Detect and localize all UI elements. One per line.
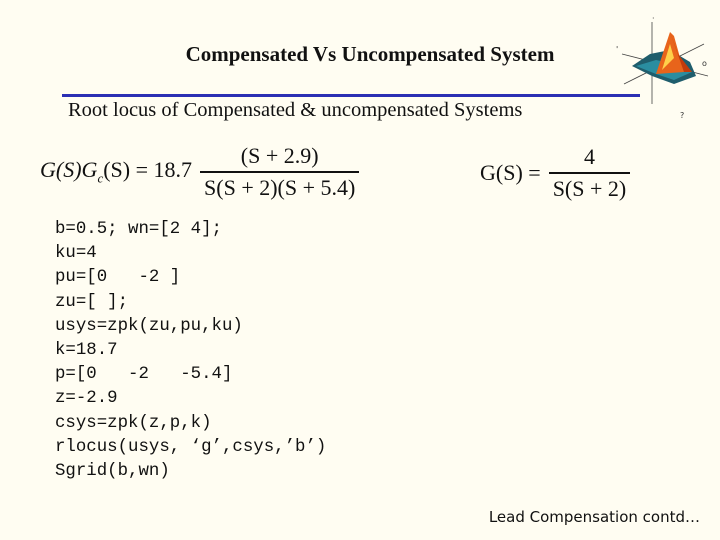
uncompensated-numerator: 4 — [583, 144, 595, 169]
code-line: k=18.7 — [55, 341, 118, 361]
code-line: b=0.5; wn=[2 4]; — [55, 220, 222, 239]
code-line: rlocus(usys, ‘g’,csys,’b’) — [55, 437, 327, 457]
compensated-transfer-function — [40, 143, 359, 201]
compensated-lhs-tail: (S) = 18.7 — [103, 157, 193, 183]
compensated-numerator: (S + 2.9) — [240, 143, 319, 168]
code-line: p=[0 -2 -5.4] — [55, 365, 233, 385]
compensated-lhs-sub: c — [97, 170, 104, 186]
code-line: zu=[ ]; — [55, 292, 129, 312]
title-divider — [62, 94, 640, 97]
compensated-denominator: S(S + 2)(S + 5.4) — [204, 174, 356, 200]
matlab-logo-icon — [612, 14, 716, 124]
code-line: Sgrid(b,wn) — [55, 462, 170, 482]
slide-footer: Lead Compensation contd… — [488, 508, 700, 526]
svg-text:·: · — [652, 14, 655, 23]
uncompensated-denominator: S(S + 2) — [552, 175, 627, 201]
compensated-lhs — [40, 157, 192, 186]
code-line: ku=4 — [55, 244, 97, 264]
compensated-fraction — [200, 143, 359, 201]
code-line: usys=zpk(zu,pu,ku) — [55, 316, 243, 336]
svg-text:o: o — [702, 59, 707, 68]
matlab-code-block — [55, 218, 326, 484]
uncompensated-transfer-function — [480, 144, 630, 202]
uncompensated-lhs: G(S) = — [480, 159, 541, 185]
svg-text:': ' — [616, 45, 619, 54]
code-line: csys=zpk(z,p,k) — [55, 413, 212, 433]
svg-text:?: ? — [680, 111, 685, 120]
slide-subtitle: Root locus of Compensated & uncompensated Systems — [68, 99, 523, 121]
uncompensated-fraction — [549, 144, 631, 202]
compensated-lhs-main: G(S)G — [40, 157, 98, 183]
slide-title: Compensated Vs Uncompensated System — [185, 42, 555, 66]
code-line: z=-2.9 — [55, 389, 118, 409]
code-line: pu=[0 -2 ] — [55, 268, 181, 288]
